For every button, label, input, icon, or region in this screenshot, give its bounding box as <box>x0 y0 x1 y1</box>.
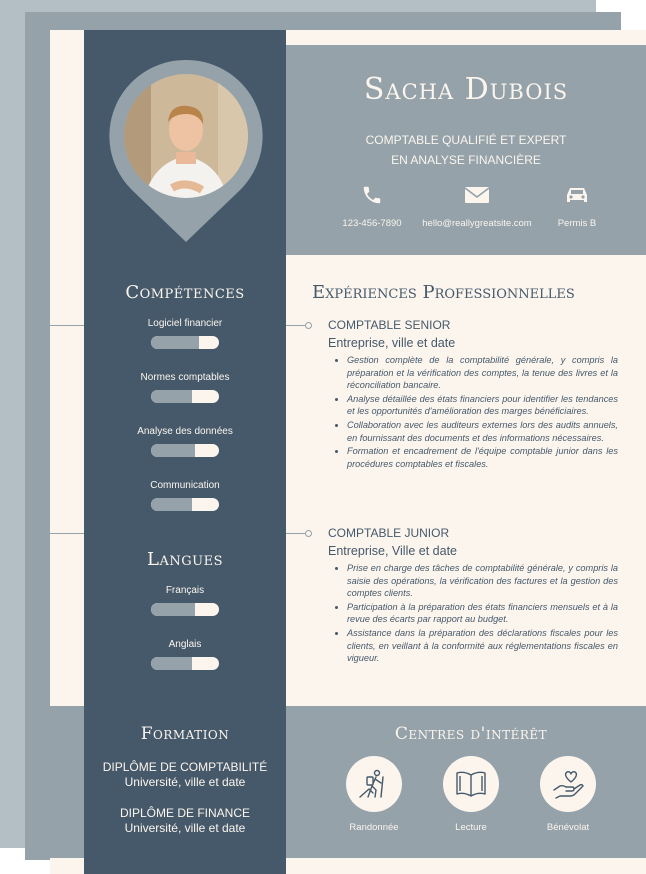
language-label: Anglais <box>168 639 202 650</box>
skill-bar <box>151 390 219 403</box>
list-item: • Formation et encadrement de l'équipe comptable junior dans les procédures comptables et fiscales. <box>347 445 618 470</box>
job-title: COMPTABLE SENIOR <box>328 318 451 332</box>
license-text: Permis B <box>557 218 597 229</box>
list-item: • Analyse détaillée des états financiers pour identifier les tendances et les opportunités d'amélioration des marges bénéficiaires. <box>347 393 618 418</box>
divider-line <box>286 533 306 534</box>
avatar <box>106 56 266 246</box>
car-icon <box>542 184 612 210</box>
experience-title: Expériences Professionnelles <box>312 282 575 303</box>
profile-photo-pin <box>106 56 266 246</box>
timeline-dot <box>305 530 312 537</box>
degree-name: DIPLÔME DE FINANCE <box>119 806 251 820</box>
education-item <box>80 806 290 836</box>
skill-item <box>84 426 286 457</box>
language-item <box>84 639 286 670</box>
job-bullets <box>328 354 618 470</box>
divider-line <box>50 325 84 326</box>
email-text: hello@reallygreatsite.com <box>422 218 532 229</box>
contact-license <box>542 184 612 229</box>
skills-title: Compétences <box>125 282 245 303</box>
contact-phone <box>332 184 412 229</box>
interests-title: Centres d'intérêt <box>394 724 548 744</box>
skill-bar <box>151 498 219 511</box>
job-company: Entreprise, Ville et date <box>328 544 458 558</box>
skill-item <box>84 372 286 403</box>
skill-label: Communication <box>150 480 220 491</box>
list-item: • Assistance dans la préparation des déclarations fiscales pour les clients, en veillant à la conformité aux réglementations fiscales en vigueur. <box>347 627 618 665</box>
job-bullets <box>328 562 618 665</box>
timeline-dot <box>305 322 312 329</box>
interest-item <box>431 756 511 833</box>
contact-email <box>412 184 542 229</box>
list-item: • Gestion complète de la comptabilité générale, y compris la préparation et la vérification des comptes, la tenue des livres et la réconciliation bancaire. <box>347 354 618 392</box>
language-bar <box>151 603 219 616</box>
interest-label: Randonnée <box>349 822 399 833</box>
skill-label: Logiciel financier <box>147 318 223 329</box>
skill-bar <box>151 336 219 349</box>
skill-item <box>84 318 286 349</box>
book-icon <box>443 756 499 812</box>
job-title: COMPTABLE JUNIOR <box>328 526 450 540</box>
job-tagline <box>286 130 646 170</box>
list-item: • Prise en charge des tâches de comptabilité générale, y compris la saisie des opérations, la vérification des factures et la gestion des comptes clients. <box>347 562 618 600</box>
candidate-name: Sacha Dubois <box>363 72 569 107</box>
skill-item <box>84 480 286 511</box>
interest-label: Lecture <box>455 822 487 833</box>
interest-label: Bénévolat <box>546 822 590 833</box>
skill-label: Normes comptables <box>140 372 230 383</box>
skill-bar <box>151 444 219 457</box>
interest-item <box>334 756 414 833</box>
education-title: Formation <box>140 724 230 744</box>
languages-title: Langues <box>147 549 223 570</box>
envelope-icon <box>412 184 542 210</box>
education-item <box>80 760 290 790</box>
language-label: Français <box>165 585 205 596</box>
tagline-line-1: COMPTABLE QUALIFIÉ ET EXPERT <box>365 133 567 147</box>
phone-text: 123-456-7890 <box>342 218 402 229</box>
divider-line <box>50 533 84 534</box>
resume-page <box>50 30 646 874</box>
job-entry-junior <box>328 526 618 666</box>
degree-school: Université, ville et date <box>124 821 246 835</box>
hiking-icon <box>346 756 402 812</box>
interest-item <box>528 756 608 833</box>
job-company: Entreprise, ville et date <box>328 336 456 350</box>
phone-icon <box>332 184 412 210</box>
list-item: • Collaboration avec les auditeurs externes lors des audits annuels, en fournissant des documents et des informations nécessaires. <box>347 419 618 444</box>
degree-name: DIPLÔME DE COMPTABILITÉ <box>102 760 268 774</box>
heart-hand-icon <box>540 756 596 812</box>
skill-label: Analyse des données <box>137 426 233 437</box>
language-bar <box>151 657 219 670</box>
degree-school: Université, ville et date <box>124 775 246 789</box>
divider-line <box>286 325 306 326</box>
list-item: • Participation à la préparation des états financiers mensuels et à la revue des écarts par rapport au budget. <box>347 601 618 626</box>
tagline-line-2: EN ANALYSE FINANCIÈRE <box>391 153 541 167</box>
language-item <box>84 585 286 616</box>
job-entry-senior <box>328 318 618 471</box>
